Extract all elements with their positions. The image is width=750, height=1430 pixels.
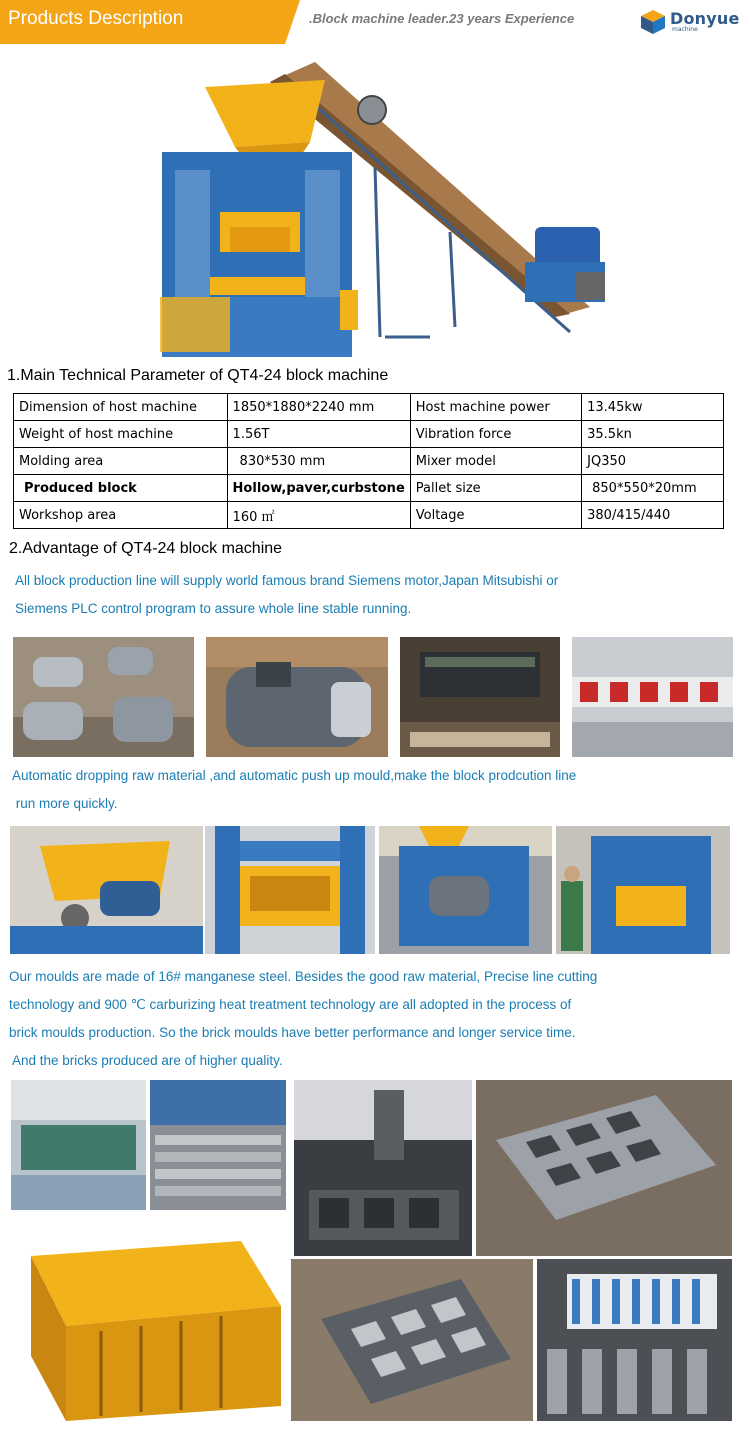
param-value: 380/415/440 — [582, 502, 724, 529]
param-label: Produced block — [14, 475, 228, 502]
table-row — [14, 421, 724, 448]
photo-paver-mould — [291, 1259, 533, 1421]
photo-hollow-block-mould — [476, 1080, 732, 1256]
section-heading-advantage: 2.Advantage of QT4-24 block machine — [9, 540, 283, 557]
photo-vibration-motor — [379, 826, 552, 954]
logo-name: Donyue — [670, 9, 740, 28]
photo-mould-frame — [205, 826, 375, 954]
photo-hopper — [10, 826, 203, 954]
param-value: 160 ㎡ — [227, 502, 410, 529]
header-tagline: .Block machine leader.23 years Experience — [309, 11, 575, 26]
text-line: Siemens PLC control program to assure whole line stable running. — [15, 601, 412, 616]
param-value: 13.45kw — [582, 394, 724, 421]
table-row — [14, 448, 724, 475]
param-value: 1.56T — [227, 421, 410, 448]
param-value: 830*530 mm — [227, 448, 410, 475]
param-label: Host machine power — [410, 394, 581, 421]
photo-steel-bars — [150, 1080, 286, 1210]
param-value: Hollow,paver,curbstone — [227, 475, 410, 502]
brand-logo — [638, 7, 748, 37]
param-label: Weight of host machine — [14, 421, 228, 448]
param-label: Vibration force — [410, 421, 581, 448]
param-label: Mixer model — [410, 448, 581, 475]
param-label: Pallet size — [410, 475, 581, 502]
photo-breakers — [572, 637, 733, 757]
param-value: 850*550*20mm — [582, 475, 724, 502]
param-value: 1850*1880*2240 mm — [227, 394, 410, 421]
advantage-text-motors — [15, 567, 558, 623]
text-line: And the bricks produced are of higher quality. — [9, 1053, 283, 1068]
advantage-text-moulds — [9, 963, 597, 1075]
text-line: run more quickly. — [12, 796, 118, 811]
section-heading-parameters: 1.Main Technical Parameter of QT4-24 block machine — [7, 367, 389, 384]
parameter-table — [13, 393, 724, 529]
photo-siemens-motor — [206, 637, 388, 757]
photo-motors-group — [13, 637, 194, 757]
param-value: 35.5kn — [582, 421, 724, 448]
page-header — [0, 0, 750, 44]
main-machine-photo — [150, 52, 620, 362]
param-label: Voltage — [410, 502, 581, 529]
photo-wire-cutting — [294, 1080, 472, 1256]
photo-yellow-mould — [11, 1216, 287, 1421]
text-line: All block production line will supply world famous brand Siemens motor,Japan Mitsubishi or — [15, 573, 559, 588]
logo-sub: machine — [672, 26, 698, 33]
text-line: Automatic dropping raw material ,and automatic push up mould,make the block prodcution line — [12, 768, 577, 783]
text-line: Our moulds are made of 16# manganese steel. Besides the good raw material, Precise line cutting — [9, 969, 598, 984]
photo-factory-floor — [11, 1080, 146, 1210]
cube-logo-icon — [640, 9, 666, 35]
table-row — [14, 475, 724, 502]
page-title: Products Description — [8, 8, 184, 29]
param-label: Workshop area — [14, 502, 228, 529]
param-label: Molding area — [14, 448, 228, 475]
advantage-text-automatic — [12, 762, 576, 818]
table-row — [14, 502, 724, 529]
photo-workers-machine — [556, 826, 730, 954]
text-line: technology and 900 ℃ carburizing heat treatment technology are all adopted in the process of — [9, 997, 572, 1012]
table-row — [14, 394, 724, 421]
text-line: brick moulds production. So the brick moulds have better performance and longer service time. — [9, 1025, 576, 1040]
photo-curbstone-mould — [537, 1259, 732, 1421]
param-value: JQ350 — [582, 448, 724, 475]
photo-plc-control — [400, 637, 560, 757]
param-label: Dimension of host machine — [14, 394, 228, 421]
